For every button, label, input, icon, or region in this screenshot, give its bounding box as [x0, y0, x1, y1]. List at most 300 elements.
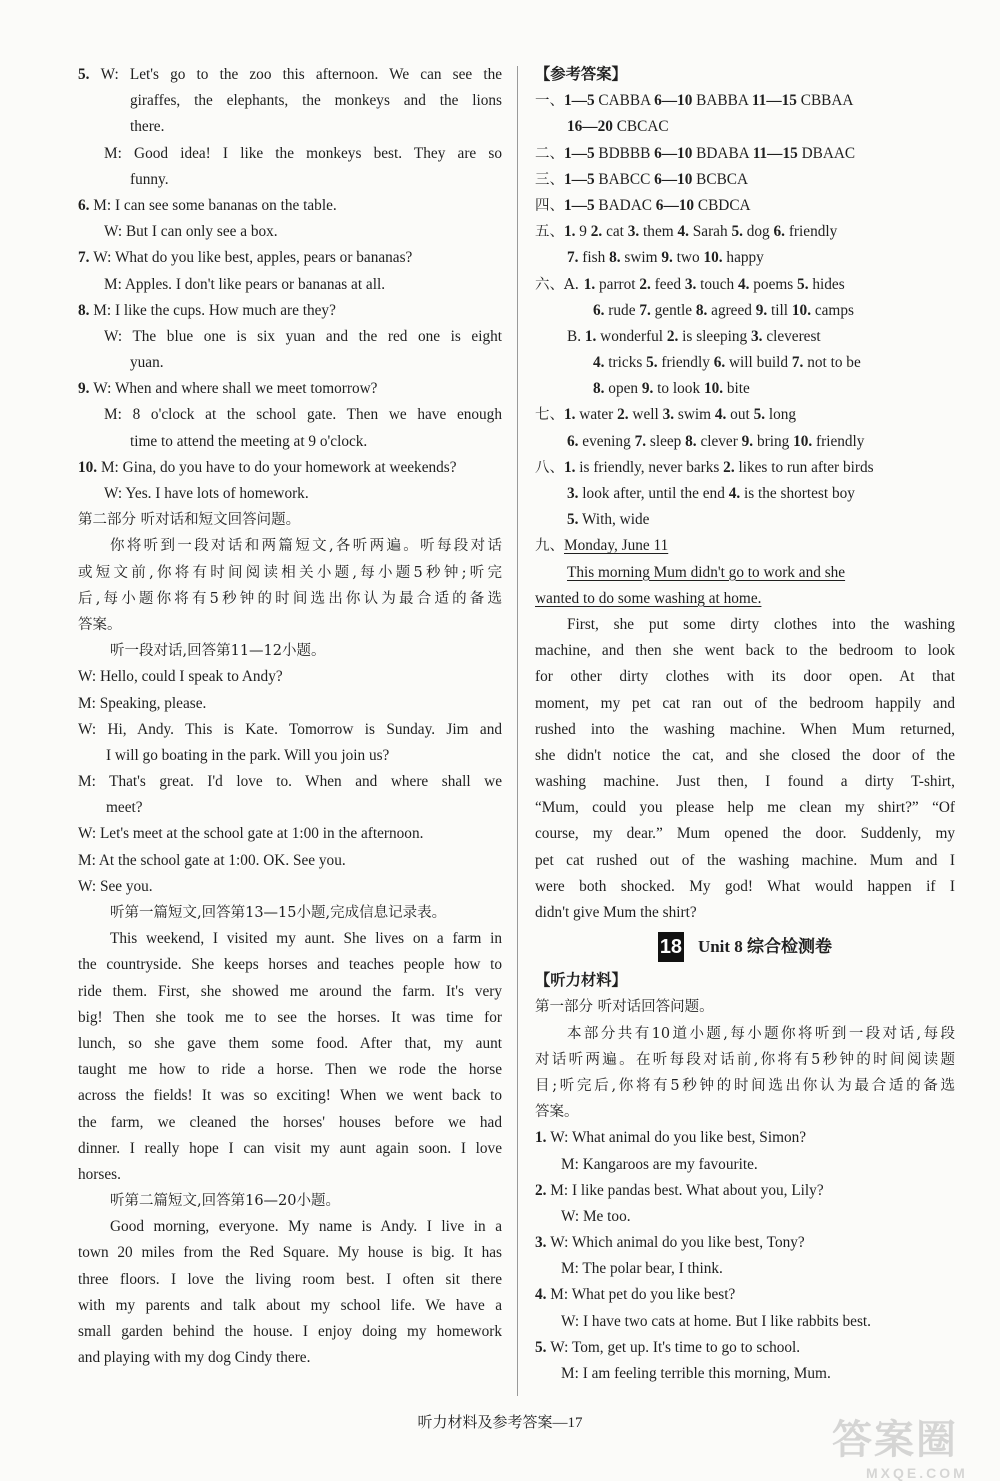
text-line	[78, 402, 502, 428]
text-line: 听第一篇短文,回答第13—15小题,完成信息记录表。	[110, 905, 447, 921]
dialogue-text: Speaking, please.	[99, 694, 207, 712]
dialogue-text: I like the cups. How much are they?	[114, 301, 336, 319]
text-line: 听第二篇短文,回答第16—20小题。	[110, 1193, 341, 1210]
answer-number: 7.	[567, 249, 579, 267]
answer-number: 5.	[753, 406, 766, 424]
answer-text: 三、	[535, 171, 564, 188]
answer-number: 16—20	[567, 118, 613, 136]
answer-number: 3.	[567, 485, 579, 502]
item-number: 7.	[78, 249, 94, 267]
answer-number: 6.	[773, 223, 786, 241]
speaker-label: M:	[561, 1155, 583, 1173]
speaker-label: M:	[561, 1260, 583, 1278]
answer-text: wonderful	[596, 327, 667, 345]
essay-line	[535, 664, 955, 690]
answer-number: 3.	[662, 406, 675, 424]
answer-number: 1.	[564, 406, 576, 424]
answer-text: fish	[578, 249, 610, 267]
answer-text: 六、A.	[535, 276, 584, 293]
essay-text: pet cat rushed out of the washing machine. Mum and I	[535, 851, 955, 869]
essay	[535, 560, 955, 927]
unit-number-badge: 18	[658, 932, 684, 962]
answer-text: Sarah	[688, 223, 732, 241]
text-line: 后,每小题你将有5秒钟的时间选出你认为最合适的备选	[78, 590, 502, 607]
essay-line	[535, 560, 955, 586]
answer-text: bring	[753, 432, 794, 450]
answer-text: is the shortest boy	[740, 485, 855, 502]
answer-line	[535, 298, 955, 324]
answer-number: 9.	[755, 301, 768, 319]
answer-text: 七、	[535, 407, 564, 424]
item-number: 2.	[535, 1181, 551, 1199]
instruction-line: 目;听完后,你将有5秒钟的时间选出你认为最合适的备选	[535, 1077, 955, 1094]
dialogue-text: See you.	[99, 877, 153, 895]
dialogue-line	[535, 1282, 955, 1308]
answer-text: water	[575, 406, 618, 424]
answer-text: cat	[602, 223, 628, 241]
answer-text: out	[726, 406, 754, 424]
essay-text: were both shocked. My god! What would happen if I	[535, 877, 955, 895]
answer-number: 6.	[593, 301, 605, 319]
answer-text: friendly	[785, 223, 838, 241]
instruction-line: 对话听两遍。在听每段对话前,你将有5秒钟的时间阅读题	[535, 1051, 955, 1068]
answer-text: hides	[808, 275, 845, 293]
speaker-label: W:	[104, 327, 133, 345]
answer-number: 1—5	[564, 196, 595, 214]
answer-text: open	[604, 380, 642, 398]
dialogue-text: I can see some bananas on the table.	[114, 196, 337, 214]
dialogue-text: Gina, do you have to do your homework at weekends?	[122, 458, 457, 476]
instruction-line: 答案。	[535, 1104, 579, 1121]
dialogue-text: But I can only see a box.	[125, 223, 278, 241]
speaker-label: M:	[104, 406, 133, 424]
answer-text: is friendly, never barks	[575, 458, 724, 476]
essay-text: didn't give Mum the shirt?	[535, 904, 697, 921]
dialogue-line	[535, 1361, 955, 1387]
text-line	[78, 245, 502, 271]
answer-number: 8.	[695, 301, 708, 319]
speaker-label: W:	[78, 720, 108, 738]
answer-number: 4.	[714, 406, 727, 424]
dialogue-line	[535, 1204, 955, 1230]
item-number: 9.	[78, 380, 94, 398]
answer-line	[535, 533, 955, 559]
answer-line	[535, 402, 955, 428]
answer-number: 7.	[634, 432, 647, 450]
answer-number: 1—5	[564, 92, 595, 110]
answer-text: till	[767, 301, 792, 319]
essay-line	[535, 691, 955, 717]
instruction-line: 本部分共有10道小题,每小题你将听到一段对话,每段	[567, 1025, 955, 1042]
answer-text: 9	[575, 223, 591, 241]
answer-number: 4.	[677, 223, 689, 241]
speaker-label: W:	[561, 1312, 583, 1330]
answer-text: not to be	[803, 354, 861, 372]
answer-text: parrot	[595, 275, 640, 293]
answer-line	[535, 88, 955, 114]
essay-line	[535, 769, 955, 795]
speaker-label: M:	[93, 196, 115, 214]
answer-number: 4.	[728, 485, 741, 502]
text-line: ride them. First, she showed me around the farm. It's very	[78, 982, 502, 1000]
answer-line	[535, 219, 955, 245]
answer-number: 6—10	[654, 170, 693, 188]
answer-line	[535, 455, 955, 481]
text-line: three floors. I love the living room best. I often sit there	[78, 1270, 502, 1288]
text-line: 第二部分 听对话和短文回答问题。	[78, 512, 301, 529]
section-label: 九、	[535, 538, 564, 555]
answer-number: 6—10	[655, 196, 695, 214]
answer-number: 6.	[567, 432, 579, 450]
answer-text: will build	[725, 354, 792, 372]
answer-text: camps	[811, 301, 854, 319]
answer-number: 5.	[567, 511, 579, 529]
dialogue-line	[535, 1178, 955, 1204]
dialogue-text: Yes. I have lots of homework.	[125, 485, 309, 502]
answer-text: happy	[722, 249, 764, 267]
essay-date: Monday, June 11	[564, 537, 669, 555]
answer-text: 四、	[535, 197, 564, 214]
answer-line	[535, 272, 955, 298]
part-one-heading: 第一部分 听对话回答问题。	[535, 999, 714, 1016]
text-line	[78, 717, 502, 743]
text-line: town 20 miles from the Red Square. My house is big. It has	[78, 1244, 502, 1262]
answer-text: CBDCA	[694, 196, 751, 214]
answer-line	[535, 350, 955, 376]
answer-text: sleep	[646, 432, 686, 450]
dialogue-text: Apples. I don't like pears or bananas at all.	[124, 275, 386, 293]
essay-line	[535, 717, 955, 743]
speaker-label: W:	[550, 1234, 572, 1252]
unit-title	[535, 930, 955, 964]
dialogue-text: Hi, Andy. This is Kate. Tomorrow is Sunday. Jim and	[107, 720, 502, 738]
answer-number: 1—5	[564, 144, 595, 162]
answer-text: long	[765, 406, 797, 424]
text-line	[78, 193, 502, 219]
answer-text: 五、	[535, 224, 564, 241]
speaker-label: M:	[78, 694, 100, 712]
essay-text: course, my dear.” Mum opened the door. Suddenly, my	[535, 825, 955, 843]
answer-number: 5.	[797, 275, 809, 293]
answer-line	[535, 114, 955, 140]
answer-number: 9.	[661, 249, 673, 267]
text-line	[78, 769, 502, 795]
item-number: 6.	[78, 196, 94, 214]
speaker-label: M:	[561, 1365, 583, 1382]
answer-number: 10.	[703, 380, 724, 398]
dialogue-text: Let's go to the zoo this afternoon. We can see the	[129, 66, 502, 83]
answer-text: BABBA	[692, 92, 752, 110]
text-line	[78, 272, 502, 298]
speaker-label: W:	[561, 1207, 583, 1225]
text-line: meet?	[106, 799, 143, 817]
answer-text: is sleeping	[678, 327, 752, 345]
answer-text: CBBAA	[796, 92, 854, 110]
answer-number: 11—15	[751, 92, 797, 110]
text-line	[78, 848, 502, 874]
dialogue-line	[535, 1125, 955, 1151]
answer-text: friendly	[657, 354, 714, 372]
item-number: 4.	[535, 1286, 551, 1304]
answer-number: 2.	[639, 275, 651, 293]
text-line: and playing with my dog Cindy there.	[78, 1349, 311, 1367]
item-number: 3.	[535, 1234, 551, 1252]
text-line: big! Then she took me to see the horses. It was time for	[78, 1008, 502, 1026]
dialogue-text: Let's meet at the school gate at 1:00 in the afternoon.	[99, 825, 424, 843]
text-line	[78, 664, 502, 690]
answer-text: cleverest	[762, 327, 821, 345]
answer-text: BABCC	[594, 170, 655, 188]
answer-text: With, wide	[578, 511, 650, 529]
answer-number: 6—10	[654, 144, 693, 162]
item-number: 5.	[78, 66, 101, 83]
item-number: 10.	[78, 458, 101, 476]
text-line: This weekend, I visited my aunt. She lives on a farm in	[110, 930, 502, 948]
text-line: there.	[130, 118, 165, 136]
dialogue-text: Good idea! I like the monkeys best. They are so	[134, 144, 502, 162]
text-line: the countryside. She keeps horses and teaches people how to	[78, 956, 502, 974]
text-line	[78, 62, 502, 88]
answer-number: 9.	[741, 432, 754, 450]
essay-text: rushed into the washing machine. When Mum returned,	[535, 720, 955, 738]
text-line: yuan.	[130, 354, 164, 372]
answer-text: friendly	[812, 432, 865, 450]
answer-number: 1.	[583, 275, 596, 293]
answer-number: 9.	[641, 380, 654, 398]
essay-line	[535, 848, 955, 874]
essay-line	[535, 586, 955, 612]
dialogue-text: Which animal do you like best, Tony?	[571, 1234, 805, 1252]
text-line: the farm, we cleaned the horses' houses before we had	[78, 1113, 502, 1131]
answer-number: 2.	[617, 406, 629, 424]
answer-line	[535, 167, 955, 193]
speaker-label: W:	[78, 668, 100, 686]
speaker-label: W:	[104, 485, 126, 502]
speaker-label: M:	[78, 851, 99, 869]
item-number: 5.	[535, 1338, 551, 1356]
answer-number: 2.	[666, 327, 679, 345]
answer-text: dog	[742, 223, 774, 241]
answer-number: 2.	[590, 223, 603, 241]
answer-text: feed	[650, 275, 685, 293]
essay-line	[535, 874, 955, 900]
essay-line	[535, 638, 955, 664]
text-line	[78, 821, 502, 847]
dialogue-text: That's great. I'd love to. When and where shall we	[109, 773, 502, 791]
answer-number: 10.	[793, 432, 813, 450]
answer-text: 八、	[535, 459, 564, 476]
dialogue-line	[535, 1256, 955, 1282]
dialogue-text: I am feeling terrible this morning, Mum.	[582, 1365, 831, 1382]
text-line: 或短文前,你将有时间阅读相关小题,每小题5秒钟;听完	[78, 564, 502, 581]
item-number: 8.	[78, 301, 94, 319]
speaker-label: M:	[550, 1286, 572, 1304]
answer-text: BCBCA	[692, 170, 749, 188]
essay-line	[535, 795, 955, 821]
dialogue-text: What animal do you like best, Simon?	[571, 1129, 807, 1147]
answer-text: BDBBB	[594, 144, 655, 162]
speaker-label: M:	[104, 144, 135, 162]
answer-number: 5.	[731, 223, 743, 241]
speaker-label: W:	[78, 825, 100, 843]
answer-text: BDABA	[692, 144, 753, 162]
text-line	[78, 455, 502, 481]
dialogue-text: Hello, could I speak to Andy?	[99, 668, 283, 686]
text-line: lunch, so she gave them some food. After that, my aunt	[78, 1034, 502, 1052]
dialogue-text: Me too.	[582, 1207, 631, 1225]
dialogue-text: Kangaroos are my favourite.	[582, 1155, 758, 1173]
answer-line	[535, 324, 955, 350]
answer-number: 3.	[684, 275, 697, 293]
dialogue-line	[535, 1152, 955, 1178]
answer-number: 6—10	[654, 92, 693, 110]
dialogue-text: The blue one is six yuan and the red one is eight	[132, 327, 502, 345]
answers-heading: 【参考答案】	[535, 66, 627, 83]
answer-number: 7.	[639, 301, 651, 319]
answer-number: 10.	[791, 301, 812, 319]
answer-number: 1.	[564, 458, 576, 476]
answer-number: 6.	[713, 354, 726, 372]
speaker-label: W:	[78, 877, 100, 895]
text-line: I will go boating in the park. Will you join us?	[106, 746, 390, 764]
answer-text: to look	[653, 380, 704, 398]
text-line	[78, 324, 502, 350]
dialogue-text: I like pandas best. What about you, Lily?	[571, 1181, 824, 1199]
text-line	[78, 874, 502, 900]
dialogue-text: The polar bear, I think.	[582, 1260, 723, 1278]
answer-line	[535, 507, 955, 533]
speaker-label: W:	[100, 66, 130, 83]
speaker-label: M:	[93, 301, 115, 319]
dialogue-text: 8 o'clock at the school gate. Then we have enough	[132, 406, 502, 424]
speaker-label: M:	[78, 773, 110, 791]
answer-text: well	[628, 406, 663, 424]
answer-number: 10.	[703, 249, 723, 267]
text-line: horses.	[78, 1165, 121, 1183]
item-number: 1.	[535, 1129, 551, 1147]
text-line	[78, 219, 502, 245]
answer-text: touch	[696, 275, 738, 293]
text-line: with my parents and talk about my school life. We have a	[78, 1296, 502, 1314]
answer-text: clever	[696, 432, 742, 450]
answer-line	[535, 245, 955, 271]
answer-line	[535, 481, 955, 507]
essay-line	[535, 821, 955, 847]
answer-number: 2.	[723, 458, 735, 476]
dialogue-line	[535, 1309, 955, 1335]
speaker-label: M:	[100, 458, 123, 476]
text-line	[78, 141, 502, 167]
listening-heading: 【听力材料】	[535, 972, 627, 990]
answer-text: BADAC	[594, 196, 656, 214]
text-line	[78, 376, 502, 402]
text-line: giraffes, the elephants, the monkeys and the lions	[130, 92, 502, 110]
dialogue-line	[535, 1335, 955, 1361]
answer-text: tricks	[604, 354, 647, 372]
answer-number: 11—15	[752, 144, 798, 162]
answer-text: bite	[723, 380, 750, 398]
text-line: Good morning, everyone. My name is Andy. I live in a	[110, 1218, 502, 1236]
answer-text: CBCAC	[612, 118, 669, 136]
text-line: dinner. I really hope I can visit my aunt again soon. I love	[78, 1139, 502, 1157]
answer-text: likes to run after birds	[734, 458, 874, 476]
speaker-label: W:	[550, 1129, 572, 1147]
answer-line	[535, 429, 955, 455]
answer-number: 1.	[564, 223, 576, 241]
speaker-label: W:	[550, 1338, 572, 1356]
answer-text: poems	[749, 275, 798, 293]
answer-text: swim	[620, 249, 662, 267]
answer-text: rude	[604, 301, 640, 319]
answer-number: 4.	[737, 275, 750, 293]
dialogue-line	[535, 1230, 955, 1256]
text-line	[78, 298, 502, 324]
answer-number: 5.	[646, 354, 658, 372]
essay-text: “Mum, could you please help me clean my shirt?” “Of	[535, 799, 955, 817]
essay-text: wanted to do some washing at home.	[535, 589, 762, 607]
speaker-label: M:	[550, 1181, 572, 1199]
text-line: 你将听到一段对话和两篇短文,各听两遍。听每段对话	[110, 538, 502, 555]
answer-line	[535, 193, 955, 219]
essay-text: moment, my pet cat ran out of the bedroom happily and	[535, 694, 955, 712]
essay-text: for other dirty clothes with its door open. At that	[535, 668, 955, 686]
speaker-label: W:	[104, 223, 126, 241]
answer-number: 1—5	[564, 170, 595, 188]
answer-number: 3.	[627, 223, 640, 241]
column-divider	[517, 66, 518, 1396]
speaker-label: M:	[104, 275, 125, 293]
essay-text: machine, and then she went back to the bedroom to look	[535, 642, 955, 660]
speaker-label: W:	[93, 249, 115, 267]
answer-number: 7.	[791, 354, 804, 372]
answer-text: 二、	[535, 145, 564, 162]
answer-number: 8.	[593, 380, 605, 398]
text-line: 答案。	[78, 616, 122, 633]
speaker-label: W:	[93, 380, 115, 398]
answer-number: 1.	[584, 327, 597, 345]
right-column	[535, 62, 955, 1387]
text-line	[78, 691, 502, 717]
answer-line	[535, 141, 955, 167]
essay-text: she didn't notice the cat, and she closed the door of the	[535, 746, 955, 764]
essay-text: washing machine. Just then, I found a dirty T-shirt,	[535, 773, 955, 791]
dialogue-text: I have two cats at home. But I like rabbits best.	[582, 1312, 871, 1330]
answer-text: 一、	[535, 93, 564, 110]
text-line: small garden behind the house. I enjoy doing my homework	[78, 1323, 502, 1340]
essay-text: First, she put some dirty clothes into the washing	[567, 615, 955, 633]
answer-text: them	[639, 223, 678, 241]
answer-text: evening	[578, 432, 635, 450]
dialogue-text: At the school gate at 1:00. OK. See you.	[98, 851, 346, 869]
text-line: funny.	[130, 170, 169, 188]
text-line	[78, 481, 502, 507]
answer-text: DBAAC	[797, 144, 856, 162]
page-footer: 听力材料及参考答案—17	[417, 1415, 583, 1431]
left-column	[78, 62, 502, 1371]
answer-number: 3.	[751, 327, 763, 345]
answer-number: 4.	[593, 354, 605, 372]
text-line: taught me how to ride a horse. Then we rode the horse	[78, 1061, 502, 1079]
answer-text: look after, until the end	[578, 485, 729, 502]
answer-number: 8.	[609, 249, 621, 267]
text-line: time to attend the meeting at 9 o'clock.	[130, 432, 368, 450]
dialogue-text: Tom, get up. It's time to go to school.	[571, 1338, 801, 1356]
text-line: 听一段对话,回答第11—12小题。	[110, 643, 326, 660]
essay-line	[535, 743, 955, 769]
answer-text: agreed	[707, 301, 756, 319]
essay-text: This morning Mum didn't go to work and she	[567, 563, 846, 581]
text-line: across the fields! It was so exciting! When we went back to	[78, 1087, 502, 1105]
